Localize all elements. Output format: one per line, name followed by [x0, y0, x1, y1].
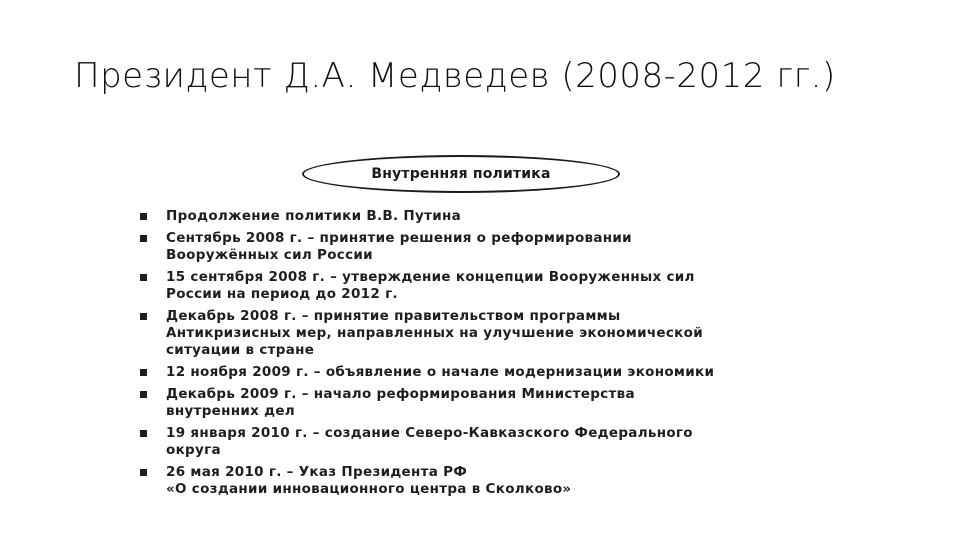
- heading-label: Внутренняя политика: [371, 166, 551, 182]
- square-bullet-icon: [140, 274, 147, 281]
- list-item-line: Вооружённых сил России: [166, 247, 373, 263]
- list-item-line: Декабрь 2009 г. – начало реформирования Министерства: [166, 386, 635, 402]
- list-item-line: Декабрь 2008 г. – принятие правительством программы: [166, 308, 621, 324]
- square-bullet-icon: [140, 469, 147, 476]
- bullet-list: [140, 208, 714, 502]
- square-bullet-icon: [140, 430, 147, 437]
- list-item-line: Антикризисных мер, направленных на улучшение экономической: [166, 325, 703, 341]
- square-bullet-icon: [140, 213, 147, 220]
- list-item: [140, 208, 714, 225]
- list-item-line: «О создании инновационного центра в Сколково»: [166, 481, 572, 497]
- square-bullet-icon: [140, 235, 147, 242]
- slide-title: Президент Д.А. Медведев (2008-2012 гг.): [74, 56, 836, 96]
- list-item: [140, 464, 714, 498]
- list-item: [140, 425, 714, 459]
- list-item-line: 15 сентября 2008 г. – утверждение концепции Вооруженных сил: [166, 269, 695, 285]
- list-item-line: 12 ноября 2009 г. – объявление о начале модернизации экономики: [166, 364, 715, 380]
- list-item-line: 26 мая 2010 г. – Указ Президента РФ: [166, 464, 468, 480]
- list-item-line: Сентябрь 2008 г. – принятие решения о реформировании: [166, 230, 632, 246]
- list-item-line: Продолжение политики В.В. Путина: [166, 208, 462, 224]
- list-item-line: внутренних дел: [166, 403, 295, 419]
- list-item-line: России на период до 2012 г.: [166, 286, 398, 302]
- list-item: [140, 230, 714, 264]
- square-bullet-icon: [140, 313, 147, 320]
- scanned-figure: [130, 150, 810, 502]
- list-item-line: округа: [166, 442, 221, 458]
- square-bullet-icon: [140, 391, 147, 398]
- square-bullet-icon: [140, 369, 147, 376]
- list-item: [140, 386, 714, 420]
- list-item: [140, 308, 714, 359]
- list-item-line: 19 января 2010 г. – создание Северо-Кавказского Федерального: [166, 425, 693, 441]
- list-item: [140, 364, 714, 381]
- heading-oval: [302, 155, 620, 193]
- list-item: [140, 269, 714, 303]
- list-item-line: ситуации в стране: [166, 342, 315, 358]
